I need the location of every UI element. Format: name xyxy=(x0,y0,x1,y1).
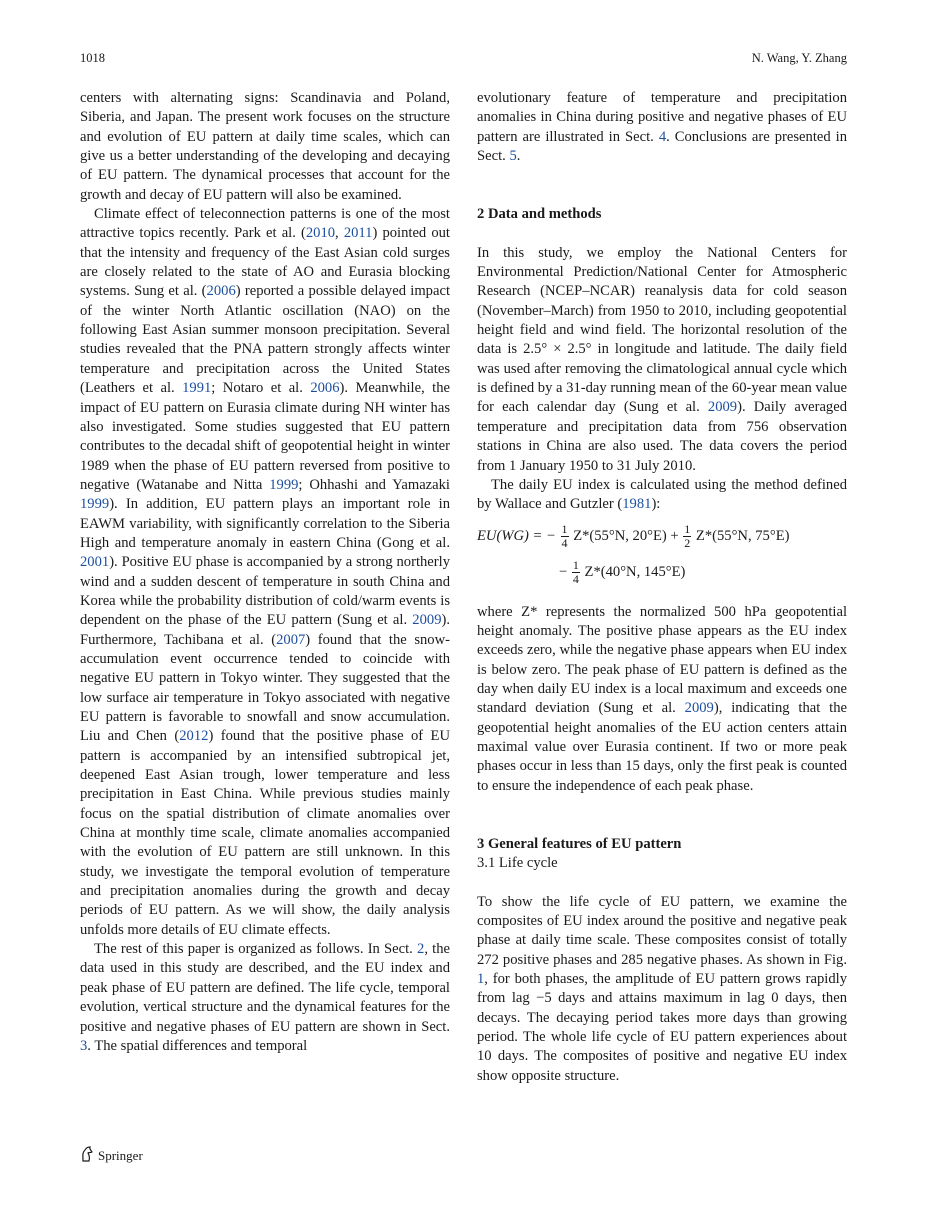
running-header-authors: N. Wang, Y. Zhang xyxy=(751,51,847,65)
citation-link[interactable]: 2011 xyxy=(343,225,373,242)
paragraph: The daily EU index is calculated using the method defined by Wallace and Gutzler (1981): xyxy=(477,476,847,513)
citation-link[interactable]: 2010 xyxy=(305,225,336,242)
paragraph: where Z* represents the normalized 500 hPa geopotential height anomaly. The positive phase appears as the EU index exceeds zero, while the negative phase appears when EU index is below zero. The peak phase of EU pattern is defined as the day when daily EU index is a local maximum and exceeds one standard deviation (Sung et al. 2009), indicating that the geopotential height anomalies of the EU action centers attain maximal value over Eurasia continent. If two or more peak phases occur in less than 15 days, only the first peak is counted to ensure the independence of each peak phase. xyxy=(477,603,847,794)
paragraph: Climate effect of teleconnection patterns is one of the most attractive topics recently. Park et al. (2010, 2011) pointed out that the intensity and frequency of the East Asian cold surges are closely related to the state of AO and Eurasia blocking systems. Sung et al. (2006) reported a possible delayed impact of the winter North Atlantic oscillation (NAO) on the following East Asian summer monsoon precipitation. Several studies revealed that the PNA pattern strongly affects winter temperature and precipitation across the United States (Leathers et al. 1991; Notaro et al. 2006). Meanwhile, the impact of EU pattern on Eurasia climate during NH winter has also investigated. Some studies suggested that EU pattern contributes to the decadal shift of geopotential height in winter 1989 when the phase of EU pattern reversed from positive to negative (Watanabe and Nitta 1999; Ohhashi and Yamazaki 1999). In addition, EU pattern plays an important role in EAWM variability, with significantly correlation to the Siberia High and temperature anomaly in eastern China (Gong et al. 2001). Positive EU phase is accompanied by a strong northerly wind and a sudden descent of temperature in south China and Korea while the probability distribution of cold/warm events is dependent on the phase of the EU pattern (Sung et al. 2009). Furthermore, Tachibana et al. (2007) found that the snow-accumulation event occurrence tended to coincide with negative EU pattern in Tokyo winter. They suggested that the low surface air temperature in Tokyo associated with negative EU pattern is favorable to snowfall and snow accumulation. Liu and Chen (2012) found that the positive phase of EU pattern is accompanied by an intensified subtropical jet, deepened East Asian trough, lower temperature and less precipitation in East China. While previous studies mainly focus on the spatial distribution of climate anomalies over China at monthly time scale, climate anomalies accompanied with the evolution of EU pattern are still unknown. In this study, we investigate the temporal evolution of temperature and precipitation anomalies during the growth and decay periods of EU pattern. As we will show, the daily analysis unfolds more details of EU climate effects. xyxy=(80,206,451,938)
equation-term: Z*(55°N, 75°E) xyxy=(695,527,790,544)
citation-link[interactable]: 2006 xyxy=(310,380,340,397)
section-link[interactable]: 2 xyxy=(417,941,425,958)
citation-link[interactable]: 1999 xyxy=(269,476,299,493)
paragraph: evolutionary feature of temperature and precipitation anomalies in China during positive and negative phases of EU pattern are illustrated in Sect. 4. Conclusions are presented in Sect. 5. xyxy=(477,90,847,165)
publisher-name: Springer xyxy=(98,1148,143,1163)
paragraph: centers with alternating signs: Scandinavia and Poland, Siberia, and Japan. The present work focuses on the structure and evolution of EU pattern at daily time scales, which can give us a better understanding of the developing and decaying of EU pattern. The dynamical processes that account for the growth and decay of EU pattern will also be examined. xyxy=(80,90,450,203)
page-number: 1018 xyxy=(80,51,105,65)
citation-link[interactable]: 1981 xyxy=(622,496,652,513)
citation-link[interactable]: 2009 xyxy=(412,612,442,629)
footer xyxy=(80,1146,143,1166)
citation-link[interactable]: 2007 xyxy=(276,631,306,648)
paragraph: To show the life cycle of EU pattern, we examine the composites of EU index around the positive and negative peak phase at daily time scale. These composites consist of totally 272 positive phases and 285 negative phases. As shown in Fig. 1, for both phases, the amplitude of EU pattern grows rapidly from lag −5 days and attains maximum in lag 0 days, then decays. The decaying period takes more days than growing period. The whole life cycle of EU pattern experiences about 10 days. The composites of positive and negative EU index show opposite structure. xyxy=(477,893,847,1084)
section-link[interactable]: 5 xyxy=(509,148,517,165)
section-heading: 3 General features of EU pattern xyxy=(477,835,682,852)
right-column xyxy=(477,89,847,1086)
citation-link[interactable]: 2006 xyxy=(206,283,236,300)
citation-link[interactable]: 2001 xyxy=(80,554,110,571)
equation-eu-index: EU(WG) = − $\frac{1}{4}$ Z*(55°N, 20°E) + $\frac{1}{2}$ Z*(55°N, 75°E) − $\frac{1}{4}$ Z*(40°N, 145°E) xyxy=(477,521,790,586)
citation-link[interactable]: 2012 xyxy=(179,728,209,745)
equation-term: Z*(55°N, 20°E) + xyxy=(573,527,679,544)
paragraph: The rest of this paper is organized as follows. In Sect. 2, the data used in this study are described, and the EU index and peak phase of EU pattern are defined. The life cycle, temporal evolution, vertical structure and the dynamical features for the positive and negative phases of EU pattern are shown in Sect. 3. The spatial differences and temporal xyxy=(80,941,450,1054)
section-link[interactable]: 4 xyxy=(658,128,667,145)
citation-link[interactable]: 2009 xyxy=(707,399,738,416)
paragraph: In this study, we employ the National Centers for Environmental Prediction/National Center for Atmospheric Research (NCEP–NCAR) reanalysis data for cold season (November–March) from 1950 to 2010, including geopotential height field and wind field. The horizontal resolution of the data is 2.5° × 2.5° in longitude and latitude. The daily field was used after removing the climatological annual cycle which is defined by a 31-day running mean of the 60-year mean value for each calendar day (Sung et al. 2009). Daily averaged temperature and precipitation data from 756 observation stations in China are also used. The data covers the period from 1 January 1950 to 31 July 2010. xyxy=(477,244,847,474)
citation-link[interactable]: 1999 xyxy=(80,496,110,513)
left-column xyxy=(80,89,450,1056)
subsection-heading: 3.1 Life cycle xyxy=(477,855,558,872)
equation-lhs: EU(WG) = − xyxy=(477,527,556,544)
equation-term: Z*(40°N, 145°E) xyxy=(584,563,686,580)
springer-horse-icon xyxy=(80,1146,94,1166)
citation-link[interactable]: 1991 xyxy=(182,380,212,397)
section-heading: 2 Data and methods xyxy=(477,206,602,223)
section-link[interactable]: 3 xyxy=(80,1037,88,1054)
citation-link[interactable]: 2009 xyxy=(684,700,714,717)
figure-link[interactable]: 1 xyxy=(477,971,485,988)
